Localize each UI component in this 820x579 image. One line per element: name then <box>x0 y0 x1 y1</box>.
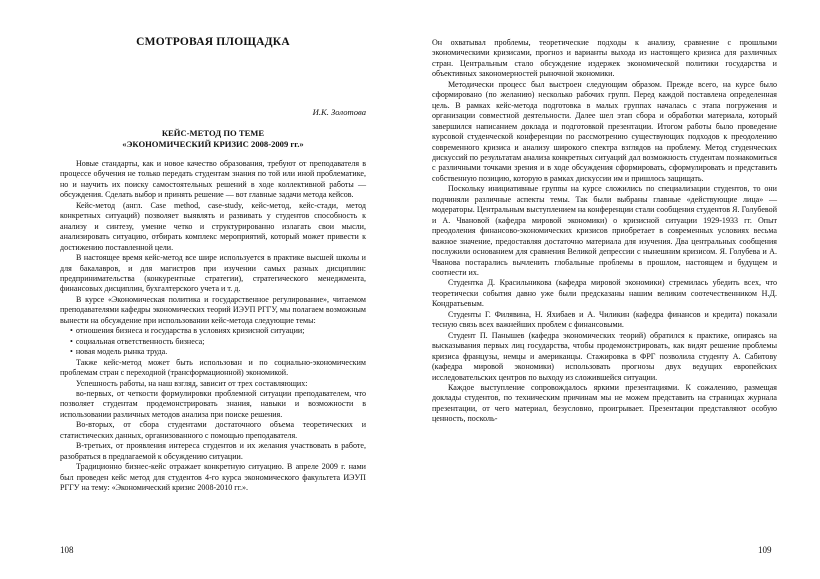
paragraph: В-третьих, от проявления интереса студентов и их желания участвовать в работе, разобраться в предлагаемой к обсуждению ситуации. <box>60 441 366 461</box>
paragraph: Также кейс-метод может быть использован и по социально-экономическим проблемам стран с переходной (трансформационной) экономикой. <box>60 357 366 378</box>
page-number: 109 <box>758 545 772 555</box>
paragraph: Студенты Г. Филявина, Н. Яхибаев и А. Чиликин (кафедра финансов и кредита) показали тесную связь всех важнейших проблем с финансовыми. <box>432 309 777 330</box>
paragraph: Успешность работы, на наш взгляд, зависит от трех составляющих: <box>76 378 308 388</box>
paragraph: Кейс-метод (англ. Case method, case-study, кейс-метод, кейс-стади, метод конкретных ситуаций) позволяет выявлять и развивать у студентов способность к анализу и синтезу, умение четко и структурированно излагать свои мысли, анализировать ситуацию, отбирать комплекс мероприятий, который может привести к достижению поставленной цели. <box>60 200 366 252</box>
paragraph: Во-вторых, от сбора студентами достаточного объема теоретических и статистических данных, организованного с помощью преподавателя. <box>60 420 366 440</box>
paragraph: Он охватывал проблемы, теоретические подходы к анализу, сравнение с прошлыми экономическими кризисами, прогноз и варианты выхода из настоящего кризиса для различных стран. Центральным стало обсуждение издержек экономической политики государства и объективных закономерностей рыночной экономики. <box>432 38 777 79</box>
author-name: И.К. Золотова <box>312 107 366 117</box>
paragraph: Студентка Д. Красильникова (кафедра мировой экономики) стремилась убедить всех, что теоретически события давно уже были предсказаны нашим великим соотечественником Н.Д. Кондратьевым. <box>432 278 777 309</box>
list-item: • отношения бизнеса и государства в условиях кризисной ситуации; <box>60 326 366 336</box>
right-page <box>410 0 820 579</box>
paragraph: В настоящее время кейс-метод все шире используется в практике высшей школы и для бакалавров, и для магистров при изучении самых разных дисциплин: предпринимательства (конкурентные стратегии), стратегического менеджмента, финансовых дисциплин, бухгалтерского учета и т. д. <box>60 253 366 294</box>
paragraph: Поскольку инициативные группы на курсе сложились по специализации студентов, то они подчиняли различные аспекты темы. Так были выбраны главные «действующие лица» — модераторы. Центральным выступлением на конференции стали сообщения студентов Я. Голубевой и А. Чвановой (кафедра мировой экономики) о кризисной ситуации 1929-1933 гг. Опыт преодоления финансово-экономических кризисов приобретает в современных условиях весьма важное значение, предоставляя достаточно материала для изучения. Два центральных сообщения послужили основанием для сравнения Великой депрессии с нынешним кризисом. Я. Голубева и А. Чванова постарались вычленить глобальные проблемы в прошлом, настоящем и будущем и соотнести их. <box>432 184 777 277</box>
list-item: • новая модель рынка труда. <box>60 347 366 357</box>
article-title-line: «ЭКОНОМИЧЕСКИЙ КРИЗИС 2008-2009 гг.» <box>122 138 304 149</box>
paragraph: во-первых, от четкости формулировки проблемной ситуации преподавателем, что позволяет студентам продемонстрировать знания, навыки и возможности в использовании различных методов анализа при поиске решения. <box>60 388 366 419</box>
article-title <box>60 128 366 150</box>
paragraph: Каждое выступление сопровождалось яркими презентациями. К сожалению, размещая доклады студентов, по техническим причинам мы не можем представить на страницах журнала презентации, от чего материал, безусловно, проигрывает. Презентации представляют особую ценность, посколь- <box>432 382 777 424</box>
paragraph: Новые стандарты, как и новое качество образования, требуют от преподавателя в процессе обучения не только передать студентам знания по той или иной проблематике, но и научить их поиску самостоятельных решений в ходе коллективной работы — обсуждения. Сделать выбор и принять решение — вот главные задачи метода кейсов. <box>60 159 366 200</box>
left-body-text <box>60 159 366 494</box>
right-body-text <box>432 38 777 425</box>
paragraph: В курсе «Экономическая политика и государственное регулирование», читаемом преподавателями кафедры экономических теорий ИЭУП РГГУ, мы полагаем возможным вынести на обсуждение при использовании кейс-метода следующие темы: <box>60 294 366 325</box>
paragraph: Традиционно бизнес-кейс отражает конкретную ситуацию. В апреле 2009 г. нами был проведен кейс метод для студентов 4-го курса экономического факультета ИЭУП РГГУ на тему: «Экономический кризис 2008-2010 гг.». <box>60 462 366 493</box>
article-title-line: КЕЙС-МЕТОД ПО ТЕМЕ <box>161 128 265 138</box>
page-number: 108 <box>60 545 74 555</box>
list-item: • социальная ответственность бизнеса; <box>60 337 366 347</box>
paragraph: Студент П. Панышев (кафедра экономических теорий) обратился к практике, опираясь на высказывания первых лиц государства, чтобы продемонстрировать, как видят решение проблемы кризиса французы, немцы и американцы. Стажировка в ФРГ позволила студенту А. Сабитову (кафедра мировой экономики) использовать прогнозы двух ведущих европейских исследовательских центров по выходу из сложившейся ситуации. <box>432 330 777 382</box>
section-title: СМОТРОВАЯ ПЛОЩАДКА <box>136 36 290 48</box>
paragraph: Методически процесс был выстроен следующим образом. Прежде всего, на курсе было сформировано (по желанию) несколько рабочих групп. Перед каждой поставлена определенная цель. В рамках кейс-метода подготовка в малых группах началась с этапа погружения и организации совместной деятельности. Далее шел этап сбора и обработки материала, который завершился написанием доклада и подготовкой презентации. Итогом работы было проведение курсовой студенческой конференции по рассмотрению существующих подходов к преодолению современного кризиса и анализу широкого спектра взглядов на проблему. Метод студенческих дискуссий по результатам анализа конкретных ситуаций дал возможность студентам познакомиться с различными точками зрения и в ходе обсуждения сформировать, сформулировать и представить собственную позицию, которую в рамках дискуссии им и пришлось защищать. <box>432 79 777 183</box>
